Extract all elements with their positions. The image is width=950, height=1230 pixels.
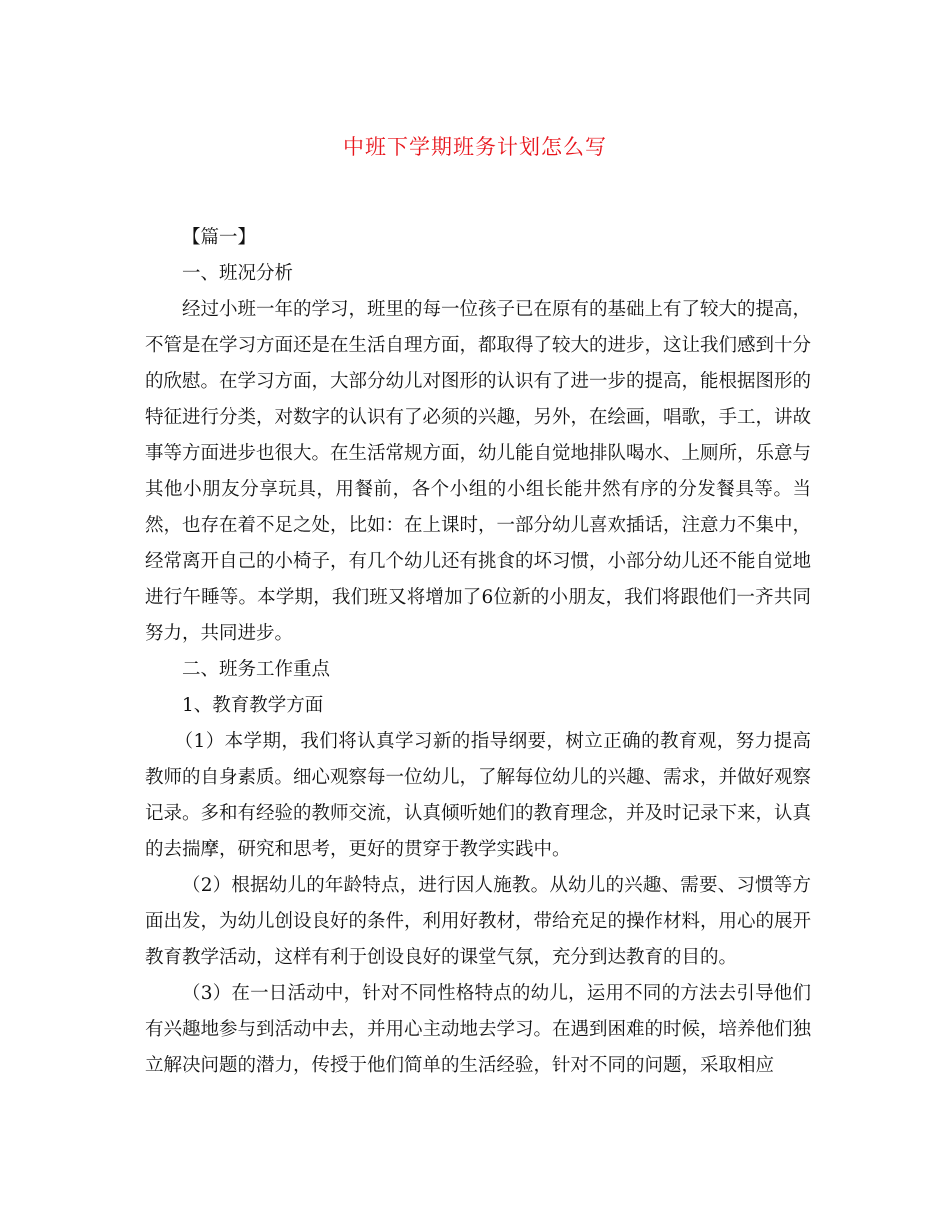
paragraph-class-analysis: 经过小班一年的学习，班里的每一位孩子已在原有的基础上有了较大的提高，不管是在学习方面还是在生活自理方面，都取得了较大的进步，这让我们感到十分的欣慰。在学习方面，大部分幼儿对图形的认识有了进一步的提高，能根据图形的特征进行分类，对数字的认识有了必须的兴趣，另外，在绘画，唱歌，手工，讲故事等方面进步也很大。在生活常规方面，幼儿能自觉地排队喝水、上厕所，乐意与其他小朋友分享玩具，用餐前，各个小组的小组长能井然有序的分发餐具等。当然，也存在着不足之处，比如：在上课时，一部分幼儿喜欢插话，注意力不集中，经常离开自己的小椅子，有几个幼儿还有挑食的坏习惯，小部分幼儿还不能自觉地进行午睡等。本学期，我们班又将增加了6位新的小朋友，我们将跟他们一齐共同努力，共同进步。 (145, 299, 812, 644)
section-label: 【篇一】 (182, 227, 257, 248)
heading-class-analysis: 一、班况分析 (182, 263, 294, 284)
paragraph-item-3: （3）在一日活动中，针对不同性格特点的幼儿，运用不同的方法去引导他们有兴趣地参与到活动中去，并用心主动地去学习。在遇到困难的时候，培养他们独立解决问题的潜力，传授于他们简单的生活经验，针对不同的问题，采取相应 (145, 983, 812, 1076)
heading-education-teaching: 1、教育教学方面 (182, 695, 324, 716)
document-body (145, 220, 811, 1084)
heading-work-focus: 二、班务工作重点 (182, 659, 331, 680)
paragraph-item-2: （2）根据幼儿的年龄特点，进行因人施教。从幼儿的兴趣、需要、习惯等方面出发，为幼儿创设良好的条件，利用好教材，带给充足的操作材料，用心的展开教育教学活动，这样有利于创设良好的课堂气氛，充分到达教育的目的。 (145, 875, 812, 968)
paragraph-item-1: （1）本学期，我们将认真学习新的指导纲要，树立正确的教育观，努力提高教师的自身素质。细心观察每一位幼儿，了解每位幼儿的兴趣、需求，并做好观察记录。多和有经验的教师交流，认真倾听她们的教育理念，并及时记录下来，认真的去揣摩，研究和思考，更好的贯穿于教学实践中。 (145, 731, 812, 860)
document-title: 中班下学期班务计划怎么写 (343, 135, 607, 159)
